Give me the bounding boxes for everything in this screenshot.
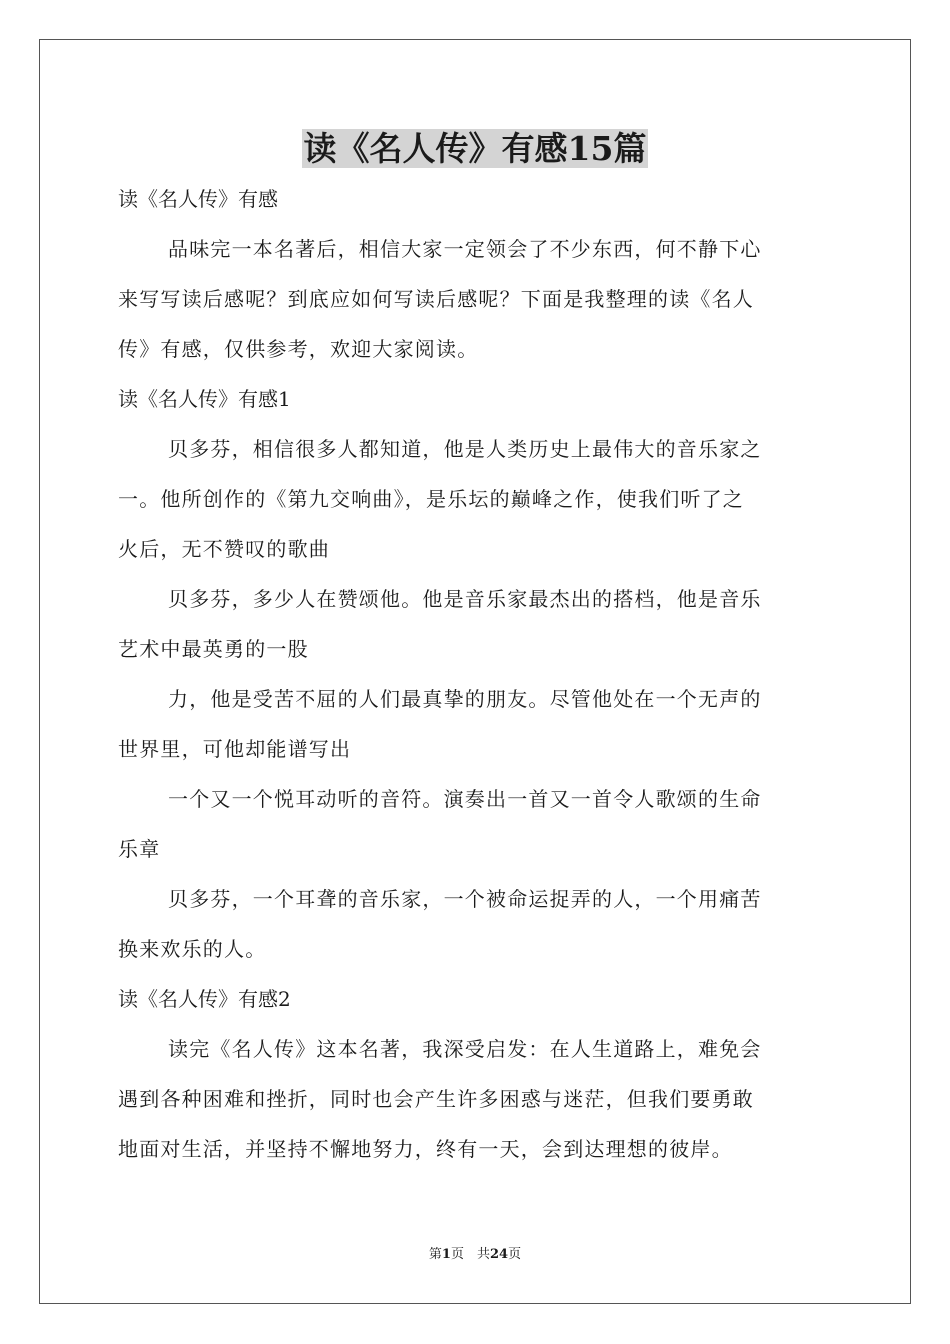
paragraph-line: 贝多芬，相信很多人都知道，他是人类历史上最伟大的音乐家之 (168, 437, 762, 461)
paragraph-line: 品味完一本名著后，相信大家一定领会了不少东西，何不静下心 (168, 237, 762, 261)
section-heading: 读《名人传》有感 (118, 187, 278, 211)
section-heading: 读《名人传》有感2 (118, 987, 291, 1011)
paragraph-line: 力，他是受苦不屈的人们最真挚的朋友。尽管他处在一个无声的 (168, 687, 762, 711)
paragraph-line: 地面对生活，并坚持不懈地努力，终有一天，会到达理想的彼岸。 (118, 1137, 733, 1161)
paragraph-line: 来写写读后感呢？到底应如何写读后感呢？下面是我整理的读《名人 (118, 287, 754, 311)
paragraph-line: 贝多芬，多少人在赞颂他。他是音乐家最杰出的搭档，他是音乐 (168, 587, 762, 611)
paragraph-line: 火后，无不赞叹的歌曲 (118, 537, 330, 561)
paragraph-line: 传》有感，仅供参考，欢迎大家阅读。 (118, 337, 479, 361)
body-paragraph (118, 574, 834, 674)
document-body (118, 174, 834, 1174)
body-paragraph (118, 874, 834, 974)
paragraph-line: 贝多芬，一个耳聋的音乐家，一个被命运捉弄的人，一个用痛苦 (168, 887, 762, 911)
paragraph-line: 乐章 (118, 837, 161, 861)
paragraph-line: 世界里，可他却能谱写出 (118, 737, 352, 761)
paragraph-line: 遇到各种困难和挫折，同时也会产生许多困惑与迷茫，但我们要勇敢 (118, 1087, 754, 1111)
body-paragraph (118, 774, 834, 874)
section-heading: 读《名人传》有感1 (118, 387, 291, 411)
body-paragraph (118, 1024, 834, 1174)
paragraph-line: 一个又一个悦耳动听的音符。演奏出一首又一首令人歌颂的生命 (168, 787, 762, 811)
paragraph-line: 读完《名人传》这本名著，我深受启发：在人生道路上，难免会 (168, 1037, 762, 1061)
paragraph-line: 艺术中最英勇的一股 (118, 637, 309, 661)
document-title: 读《名人传》有感15篇 (303, 129, 647, 168)
body-paragraph (118, 224, 834, 374)
paragraph-line: 一。他所创作的《第九交响曲》，是乐坛的巅峰之作，使我们听了之 (118, 487, 744, 511)
body-paragraph (118, 424, 834, 574)
body-paragraph (118, 674, 834, 774)
paragraph-line: 换来欢乐的人。 (118, 937, 267, 961)
page-footer: 第1页 共24页 (428, 1247, 522, 1262)
